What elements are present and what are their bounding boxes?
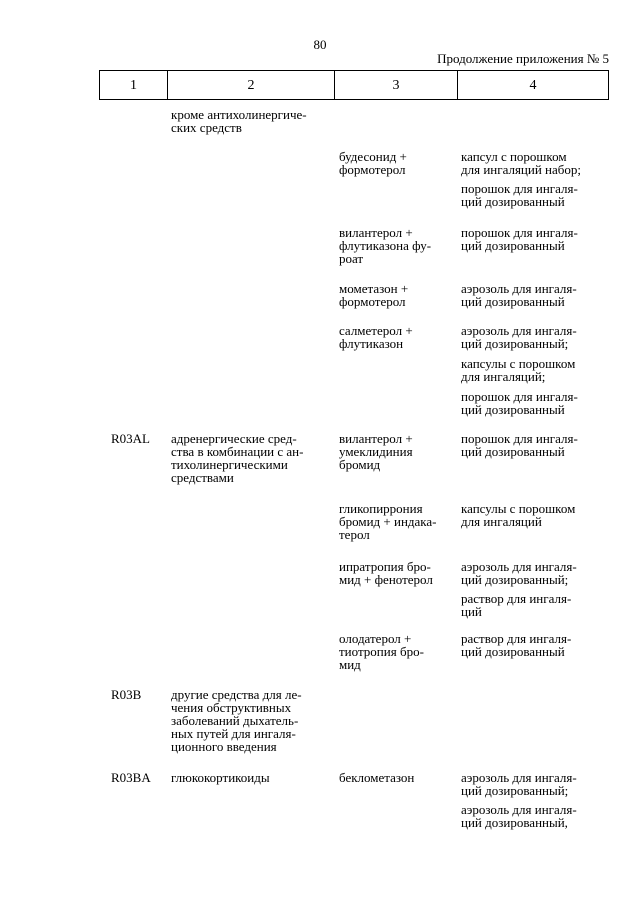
drug-name: вилантерол + флутиказона фу- роат (339, 225, 432, 266)
dosage-form: порошок для ингаля- ций дозированный (461, 389, 578, 417)
drug-name: олодатерол + тиотропия бро- мид (339, 631, 424, 672)
header-col-3: 3 (335, 71, 458, 99)
drug-name: будесонид + формотерол (339, 149, 407, 177)
dosage-form: капсулы с порошком для ингаляций (461, 501, 576, 529)
continuation-label: Продолжение приложения № 5 (437, 51, 609, 66)
atc-code: R03AL (111, 431, 150, 446)
dosage-form: аэрозоль для ингаля- ций дозированный; (461, 770, 577, 798)
group-name: кроме антихолинергиче- ских средств (171, 107, 307, 135)
drug-name: гликопиррония бромид + индака- терол (339, 501, 437, 542)
header-col-4: 4 (529, 77, 537, 93)
dosage-form: аэрозоль для ингаля- ций дозированный (461, 281, 577, 309)
dosage-form: раствор для ингаля- ций (461, 591, 572, 619)
dosage-form: капсулы с порошком для ингаляций; (461, 356, 576, 384)
dosage-form: раствор для ингаля- ций дозированный (461, 631, 572, 659)
dosage-form: аэрозоль для ингаля- ций дозированный; (461, 323, 577, 351)
drug-name: вилантерол + умеклидиния бромид (339, 431, 413, 472)
header-col-2: 2 (168, 71, 335, 99)
atc-code: R03BA (111, 770, 151, 785)
dosage-form: аэрозоль для ингаля- ций дозированный, (461, 802, 577, 830)
table-header (99, 70, 609, 100)
group-name: другие средства для ле- чения обструктивных заболеваний дыхатель- ных путей для ингаля- ционного введения (171, 687, 302, 754)
dosage-form: аэрозоль для ингаля- ций дозированный; (461, 559, 577, 587)
group-name: адренергические сред- ства в комбинации с ан- тихолинергическими средствами (171, 431, 304, 485)
dosage-form: порошок для ингаля- ций дозированный (461, 431, 578, 459)
dosage-form: капсул с порошком для ингаляций набор; (461, 149, 582, 177)
drug-name: салметерол + флутиказон (339, 323, 413, 351)
group-name: глюкокортикоиды (171, 770, 270, 785)
header-col-1: 1 (100, 71, 168, 99)
drug-name: мометазон + формотерол (339, 281, 409, 309)
dosage-form: порошок для ингаля- ций дозированный (461, 181, 578, 209)
atc-code: R03B (111, 687, 142, 702)
dosage-form: порошок для ингаля- ций дозированный (461, 225, 578, 253)
drug-name: ипратропия бро- мид + фенотерол (339, 559, 433, 587)
page-number: 80 (313, 37, 327, 52)
drug-name: беклометазон (339, 770, 415, 785)
